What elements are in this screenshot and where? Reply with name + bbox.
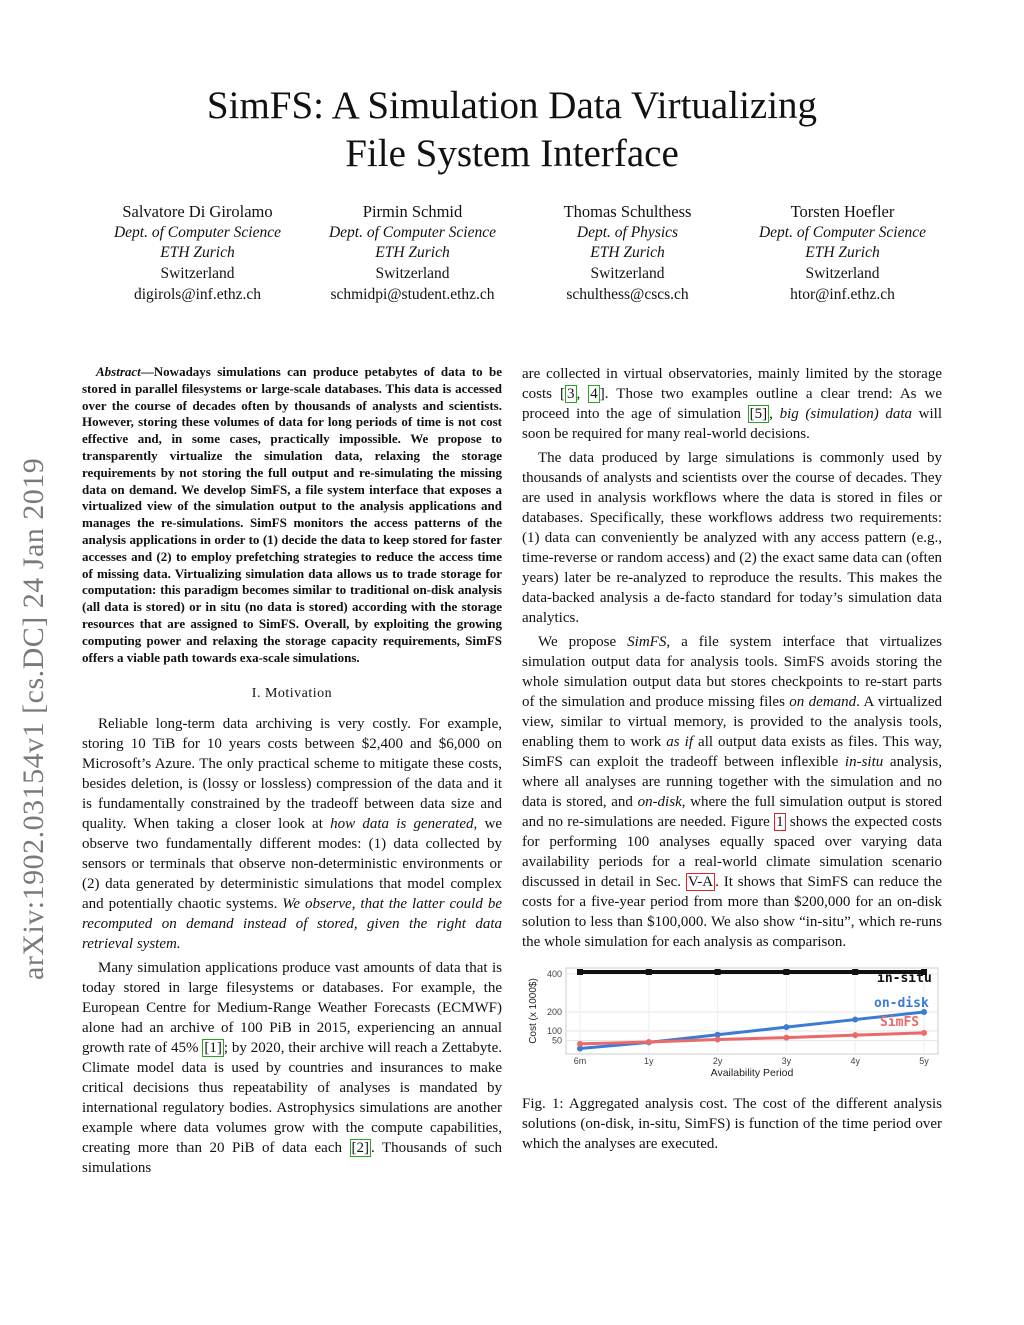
arxiv-identifier: arXiv:1902.03154v1 [cs.DC] 24 Jan 2019 bbox=[17, 457, 50, 980]
y-tick-label: 100 bbox=[546, 1025, 562, 1036]
data-point-SimFS bbox=[646, 1039, 652, 1045]
author-name: Salvatore Di Girolamo bbox=[122, 202, 273, 221]
left-column bbox=[82, 364, 502, 1182]
emphasis: SimFS bbox=[627, 634, 667, 650]
data-point-on-disk bbox=[852, 1017, 858, 1023]
data-point-in-situ bbox=[715, 969, 721, 975]
x-tick-label: 5y bbox=[919, 1056, 929, 1066]
citation-link[interactable]: [5] bbox=[749, 406, 768, 422]
legend-label-in-situ: in-situ bbox=[877, 971, 932, 986]
text: . Thousands of such simulations bbox=[82, 1140, 502, 1177]
emphasis: as if bbox=[666, 734, 693, 750]
author-dept: Dept. of Physics bbox=[576, 223, 679, 241]
author-block bbox=[90, 202, 950, 306]
data-point-SimFS bbox=[921, 1030, 927, 1036]
title-line-1: SimFS: A Simulation Data Virtualizing bbox=[206, 84, 818, 127]
paragraph bbox=[82, 714, 502, 954]
y-tick-label: 400 bbox=[546, 968, 562, 979]
emphasis: on-disk bbox=[637, 794, 682, 810]
emphasis: on demand bbox=[789, 694, 857, 710]
data-point-in-situ bbox=[783, 969, 789, 975]
text: Many simulation applications produce vast amounts of data that is today stored in large filesystems or databases. For example, the European Centre for Medium-Range Weather Forecasts (ECMWF) alone had an archive of 100 PiB in 2015, experiencing an annual growth rate of 45% bbox=[82, 960, 502, 1057]
author-email: schulthess@cscs.ch bbox=[566, 285, 689, 303]
text: ]. Those two examples outline a clear trend: As we proceed into the age of simulation bbox=[522, 386, 943, 422]
text: , bbox=[576, 386, 589, 402]
author-name: Torsten Hoefler bbox=[790, 202, 895, 221]
x-tick-label: 2y bbox=[712, 1056, 723, 1066]
text: . A virtualized view, similar to virtual memory, is provided to the analysis tools, enabling them to work bbox=[522, 694, 942, 750]
text: . It shows that SimFS can reduce the costs for a five-year period from more than $200,000 for an on-disk solution to less than $100,000. We also show “in-situ”, which re-runs the whole simulation for each analysis as comparison. bbox=[522, 874, 942, 950]
x-tick-label: 4y bbox=[850, 1056, 860, 1066]
text: ; by 2020, their archive will reach a Zettabyte. Climate model data is used by countries and insurances to make critical decisions thus repeatability of analyses is mandated by international regulatory bodies. Astrophysics simulations are another example where data volumes grow with the compute capabilities, creating more than 20 PiB of data each bbox=[82, 1040, 502, 1157]
abstract-lead: Abstract bbox=[96, 364, 141, 379]
abstract bbox=[82, 364, 502, 666]
emphasis: We observe, that the latter could be recomputed on demand instead of stored, given the right data retrieval system. bbox=[82, 896, 502, 953]
right-column bbox=[522, 364, 942, 1154]
paragraph bbox=[522, 632, 942, 952]
citation-link[interactable]: [2] bbox=[351, 1140, 369, 1157]
author bbox=[520, 202, 735, 306]
data-point-SimFS bbox=[852, 1032, 858, 1038]
author-email: schmidpi@student.ethz.ch bbox=[330, 285, 495, 303]
author-email: digirols@inf.ethz.ch bbox=[133, 285, 262, 303]
y-axis-label: Cost (x 1000$) bbox=[528, 978, 539, 1044]
paper-title bbox=[0, 82, 1024, 178]
emphasis: in-situ bbox=[844, 754, 884, 770]
text: are collected in virtual observatories, mainly limited by the storage costs [ bbox=[522, 366, 942, 402]
x-tick-label: 3y bbox=[781, 1056, 792, 1066]
text: all output data exists as files. This way, SimFS can exploit the tradeoff between inflexible bbox=[522, 734, 942, 770]
legend-label-on-disk: on-disk bbox=[874, 996, 929, 1011]
citation-link[interactable]: [1] bbox=[204, 1040, 222, 1057]
author-dept: Dept. of Computer Science bbox=[758, 223, 926, 241]
text: analysis, where all analyses are running together with the simulation and no data is stored, and bbox=[522, 754, 942, 810]
citation-link[interactable]: 4 bbox=[590, 386, 598, 402]
cost-chart bbox=[522, 964, 942, 1084]
author bbox=[90, 202, 305, 306]
data-point-in-situ bbox=[646, 969, 652, 975]
emphasis: big (simulation) data bbox=[779, 406, 913, 422]
text: Reliable long-term data archiving is very costly. For example, storing 10 TiB for 10 years costs between $2,400 and $6,000 on Microsoft’s Azure. The only practical scheme to mitigate these costs, besides deletion, is (lossy or lossless) compression of the data and it is fundamentally constrained by the tradeoff between data size and quality. When taking a closer look at bbox=[82, 716, 502, 833]
paragraph bbox=[522, 364, 942, 444]
author-inst: ETH Zurich bbox=[590, 244, 665, 262]
author-email: htor@inf.ethz.ch bbox=[790, 285, 895, 303]
data-point-SimFS bbox=[783, 1035, 789, 1041]
y-tick-label: 50 bbox=[551, 1035, 562, 1046]
data-point-on-disk bbox=[783, 1024, 789, 1030]
text: , bbox=[769, 406, 780, 422]
author-name: Thomas Schulthess bbox=[563, 202, 692, 221]
text: will soon be required for many real-world decisions. bbox=[522, 406, 943, 442]
legend-label-SimFS: SimFS bbox=[880, 1015, 920, 1030]
x-tick-label: 1y bbox=[644, 1056, 654, 1066]
section-heading: I. Motivation bbox=[251, 686, 333, 702]
x-tick-label: 6m bbox=[573, 1056, 587, 1066]
title-line-2: File System Interface bbox=[345, 132, 679, 175]
text: , a file system interface that virtualizes simulation output data for analysis tools. SimFS avoids storing the whole simulation output data but stores checkpoints to re-start parts of the simulation and produce missing files bbox=[522, 634, 942, 710]
y-tick-label: 200 bbox=[546, 1006, 562, 1017]
author-name: Pirmin Schmid bbox=[362, 202, 463, 221]
text: , we observe two fundamentally different modes: (1) data collected by sensors or terminals that observe non-deterministic environments or (2) data generated by deterministic simulations that model complex and potentially chaotic systems. bbox=[82, 816, 502, 913]
text: We propose bbox=[538, 634, 628, 650]
author-country: Switzerland bbox=[160, 265, 235, 283]
author-country: Switzerland bbox=[590, 265, 665, 283]
author bbox=[735, 202, 950, 306]
figure-ref-link[interactable]: 1 bbox=[776, 814, 784, 830]
x-axis-label: Availability Period bbox=[710, 1067, 794, 1079]
citation-link[interactable]: 3 bbox=[567, 386, 575, 402]
emphasis: how data is generated bbox=[330, 816, 474, 833]
data-point-in-situ bbox=[852, 969, 858, 975]
author-dept: Dept. of Computer Science bbox=[113, 223, 281, 241]
text: , where the full simulation output is stored and no re-simulations are needed. Figure bbox=[522, 794, 942, 830]
author bbox=[305, 202, 520, 306]
data-point-SimFS bbox=[577, 1041, 583, 1047]
abstract-text: —Nowadays simulations can produce petabytes of data to be stored in parallel filesystems or large-scale databases. This data is accessed over the course of decades often by thousands of analysts and scientists. However, storing these volumes of data for long periods of time is not cost effective and, in some cases, practically impossible. We propose to transparently virtualize the simulation data, relaxing the storage requirements by not storing the full output and re-simulating the missing data on demand. We develop SimFS, a file system interface that exposes a virtualized view of the simulation output to the analysis applications and manages the re-simulations. SimFS monitors the access patterns of the analysis applications in order to (1) decide the data to keep stored for faster accesses and (2) to employ prefetching strategies to reduce the access time of missing data. Virtualizing simulation data allows us to trade storage for computation: this paradigm becomes similar to traditional on-disk analysis (all data is stored) or in situ (no data is stored) according with the storage resources that are assigned to SimFS. Overall, by exploiting the growing computing power and relaxing the storage capacity requirements, SimFS offers a viable path towards exa-scale simulations. bbox=[82, 364, 502, 665]
text: shows the expected costs for performing 100 analyses equally spaced over varying data availability periods for a real-world climate simulation scenario discussed in detail in Sec. bbox=[522, 814, 942, 890]
author-inst: ETH Zurich bbox=[805, 244, 880, 262]
data-point-in-situ bbox=[577, 969, 583, 975]
section-ref-link[interactable]: V-A bbox=[687, 874, 714, 890]
figure-1 bbox=[522, 964, 942, 1084]
figure-caption: Fig. 1: Aggregated analysis cost. The cost of the different analysis solutions (on-disk, in-situ, SimFS) is function of the time period over which the analyses are executed. bbox=[522, 1096, 942, 1152]
author-dept: Dept. of Computer Science bbox=[328, 223, 496, 241]
author-inst: ETH Zurich bbox=[375, 244, 450, 262]
author-inst: ETH Zurich bbox=[160, 244, 235, 262]
data-point-SimFS bbox=[715, 1037, 721, 1043]
paragraph: The data produced by large simulations is commonly used by thousands of analysts and scientists over the course of decades. They are used in analysis workflows where the data is stored in files or databases. Specifically, these workflows address two requirements: (1) data can conveniently be analyzed with any access pattern (e.g., time-reverse or random access) and (2) the exact same data can (often years) later be re-analyzed to reproduce the results. This makes the data-backed analysis a de-facto standard for today’s simulation data analytics. bbox=[522, 450, 942, 626]
author-country: Switzerland bbox=[375, 265, 450, 283]
paragraph bbox=[82, 958, 502, 1178]
author-country: Switzerland bbox=[805, 265, 880, 283]
